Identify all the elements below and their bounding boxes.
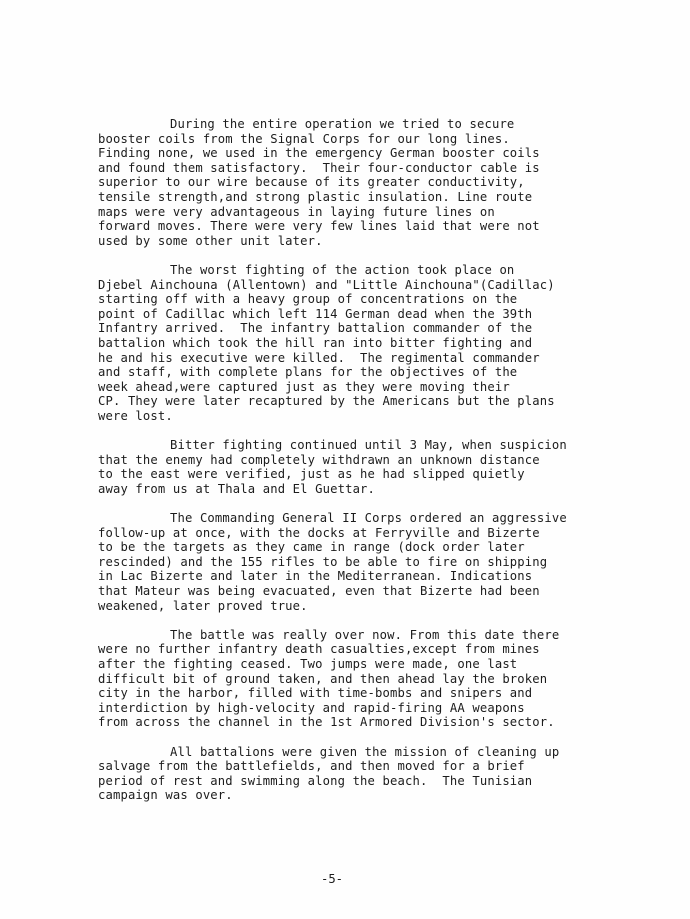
text-line: and found them satisfactory. Their four-conductor cable is	[98, 160, 540, 175]
text-line: and staff, with complete plans for the objectives of the	[98, 365, 518, 380]
text-line: interdiction by high-velocity and rapid-firing AA weapons	[98, 700, 525, 715]
text-line: battalion which took the hill ran into bitter fighting and	[98, 335, 533, 350]
text-line: tensile strength,and strong plastic insulation. Line route	[98, 189, 533, 204]
text-line: salvage from the battlefields, and then moved for a brief	[98, 759, 525, 774]
text-line: point of Cadillac which left 114 German dead when the 39th	[98, 306, 533, 321]
text-line: to be the targets as they came in range (dock order later	[98, 540, 525, 555]
text-line: Infantry arrived. The infantry battalion commander of the	[98, 321, 533, 336]
paragraph-bitter-fighting	[98, 438, 643, 496]
text-line: city in the harbor, filled with time-bombs and snipers and	[98, 686, 533, 701]
text-line: The worst fighting of the action took place on	[170, 262, 515, 277]
page-number: -5-	[321, 872, 344, 886]
text-line: campaign was over.	[98, 788, 233, 803]
paragraph-worst-fighting	[98, 263, 643, 424]
text-line: superior to our wire because of its greater conductivity,	[98, 175, 525, 190]
body-text	[98, 117, 643, 818]
text-line: Djebel Ainchouna (Allentown) and "Little Ainchouna"(Cadillac)	[98, 277, 555, 292]
text-line: starting off with a heavy group of concentrations on the	[98, 292, 518, 307]
text-line: maps were very advantageous in laying future lines on	[98, 204, 495, 219]
text-line: away from us at Thala and El Guettar.	[98, 481, 376, 496]
text-line: in Lac Bizerte and later in the Mediterranean. Indications	[98, 569, 533, 584]
text-line: Bitter fighting continued until 3 May, when suspicion	[170, 438, 567, 453]
paragraph-all-battalions	[98, 745, 643, 803]
text-line: booster coils from the Signal Corps for our long lines.	[98, 131, 510, 146]
text-line: period of rest and swimming along the beach. The Tunisian	[98, 773, 533, 788]
text-line: The battle was really over now. From this date there	[170, 627, 560, 642]
paragraph-commanding-general	[98, 511, 643, 613]
text-line: forward moves. There were very few lines laid that were not	[98, 219, 540, 234]
text-line: to the east were verified, just as he had slipped quietly	[98, 467, 525, 482]
text-line: were no further infantry death casualties,except from mines	[98, 642, 540, 657]
text-line: CP. They were later recaptured by the Americans but the plans	[98, 394, 555, 409]
text-line: used by some other unit later.	[98, 233, 323, 248]
paragraph-battle-over	[98, 628, 643, 730]
text-line: follow-up at once, with the docks at Ferryville and Bizerte	[98, 525, 540, 540]
text-line: he and his executive were killed. The regimental commander	[98, 350, 540, 365]
text-line: after the fighting ceased. Two jumps were made, one last	[98, 656, 518, 671]
text-line: from across the channel in the 1st Armored Division's sector.	[98, 715, 555, 730]
text-line: weakened, later proved true.	[98, 598, 308, 613]
text-line: that Mateur was being evacuated, even that Bizerte had been	[98, 584, 540, 598]
text-line: were lost.	[98, 408, 173, 423]
text-line: week ahead,were captured just as they were moving their	[98, 379, 510, 394]
paragraph-signal-corps	[98, 117, 643, 248]
text-line: During the entire operation we tried to secure	[170, 117, 515, 131]
text-line: that the enemy had completely withdrawn an unknown distance	[98, 452, 540, 467]
text-line: Finding none, we used in the emergency German booster coils	[98, 146, 540, 161]
text-line: The Commanding General II Corps ordered an aggressive	[170, 511, 567, 526]
text-line: rescinded) and the 155 rifles to be able to fire on shipping	[98, 554, 548, 569]
text-line: All battalions were given the mission of cleaning up	[170, 744, 560, 759]
text-line: difficult bit of ground taken, and then ahead lay the broken	[98, 671, 548, 686]
